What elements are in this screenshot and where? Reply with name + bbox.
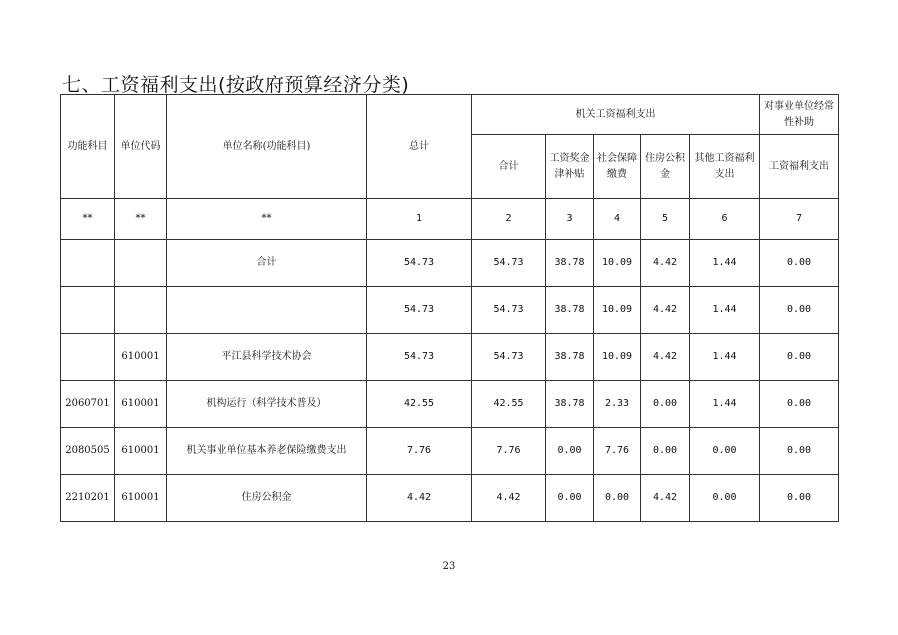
unit-name-cell: 住房公积金 [167,475,367,522]
total-cell: 42.55 [367,381,472,428]
table-row [61,428,839,475]
subtotal-cell: 54.73 [472,334,546,381]
index-cell: 1 [367,199,472,240]
index-cell: ** [61,199,115,240]
header-other: 其他工资福利支出 [690,135,760,199]
housing-cell: 4.42 [641,334,690,381]
unit-code-cell: 610001 [115,381,167,428]
other-cell: 1.44 [690,334,760,381]
social-cell: 10.09 [594,287,641,334]
other-cell: 0.00 [690,475,760,522]
table-row [61,334,839,381]
index-cell: ** [167,199,367,240]
header-subtotal: 合计 [472,135,546,199]
other-cell: 0.00 [690,428,760,475]
subtotal-cell: 54.73 [472,287,546,334]
header-salary: 工资奖金津补贴 [546,135,594,199]
unit-name-cell: 合计 [167,240,367,287]
other-cell: 1.44 [690,240,760,287]
social-cell: 7.76 [594,428,641,475]
table-row [61,475,839,522]
housing-cell: 4.42 [641,287,690,334]
housing-cell: 4.42 [641,475,690,522]
total-cell: 4.42 [367,475,472,522]
social-cell: 10.09 [594,334,641,381]
shiye-salary-cell: 0.00 [760,240,839,287]
header-group-shiye: 对事业单位经常性补助 [760,95,839,135]
index-cell: 7 [760,199,839,240]
unit-name-cell [167,287,367,334]
salary-cell: 38.78 [546,287,594,334]
total-cell: 54.73 [367,240,472,287]
func-code-cell: 2080505 [61,428,115,475]
unit-code-cell: 610001 [115,428,167,475]
unit-code-cell: 610001 [115,334,167,381]
table-row [61,240,839,287]
func-code-cell: 2060701 [61,381,115,428]
func-code-cell [61,240,115,287]
unit-name-cell: 机构运行（科学技术普及） [167,381,367,428]
wage-welfare-table [60,94,839,522]
page-title: 七、工资福利支出(按政府预算经济分类) [62,74,410,96]
housing-cell: 0.00 [641,428,690,475]
header-shiye-salary: 工资福利支出 [760,135,839,199]
subtotal-cell: 4.42 [472,475,546,522]
social-cell: 2.33 [594,381,641,428]
salary-cell: 38.78 [546,240,594,287]
header-unit-name: 单位名称(功能科目) [167,95,367,199]
unit-name-cell: 平江县科学技术协会 [167,334,367,381]
index-cell: 2 [472,199,546,240]
social-cell: 10.09 [594,240,641,287]
shiye-salary-cell: 0.00 [760,334,839,381]
salary-cell: 0.00 [546,475,594,522]
salary-cell: 38.78 [546,334,594,381]
subtotal-cell: 54.73 [472,240,546,287]
index-cell: 4 [594,199,641,240]
table-row [61,381,839,428]
func-code-cell: 2210201 [61,475,115,522]
salary-cell: 38.78 [546,381,594,428]
social-cell: 0.00 [594,475,641,522]
other-cell: 1.44 [690,381,760,428]
page-number: 23 [442,561,456,572]
subtotal-cell: 42.55 [472,381,546,428]
unit-code-cell: 610001 [115,475,167,522]
table-row [61,287,839,334]
shiye-salary-cell: 0.00 [760,428,839,475]
total-cell: 54.73 [367,287,472,334]
salary-cell: 0.00 [546,428,594,475]
unit-code-cell [115,240,167,287]
header-group-jiguan: 机关工资福利支出 [472,95,760,135]
unit-name-cell: 机关事业单位基本养老保险缴费支出 [167,428,367,475]
func-code-cell [61,334,115,381]
housing-cell: 4.42 [641,240,690,287]
index-row [61,199,839,240]
shiye-salary-cell: 0.00 [760,381,839,428]
subtotal-cell: 7.76 [472,428,546,475]
header-unit-code: 单位代码 [115,95,167,199]
func-code-cell [61,287,115,334]
other-cell: 1.44 [690,287,760,334]
index-cell: 5 [641,199,690,240]
header-housing: 住房公积金 [641,135,690,199]
index-cell: 6 [690,199,760,240]
shiye-salary-cell: 0.00 [760,475,839,522]
index-cell: 3 [546,199,594,240]
unit-code-cell [115,287,167,334]
header-func-code: 功能科目 [61,95,115,199]
header-total: 总计 [367,95,472,199]
shiye-salary-cell: 0.00 [760,287,839,334]
total-cell: 54.73 [367,334,472,381]
header-social: 社会保障缴费 [594,135,641,199]
index-cell: ** [115,199,167,240]
total-cell: 7.76 [367,428,472,475]
housing-cell: 0.00 [641,381,690,428]
